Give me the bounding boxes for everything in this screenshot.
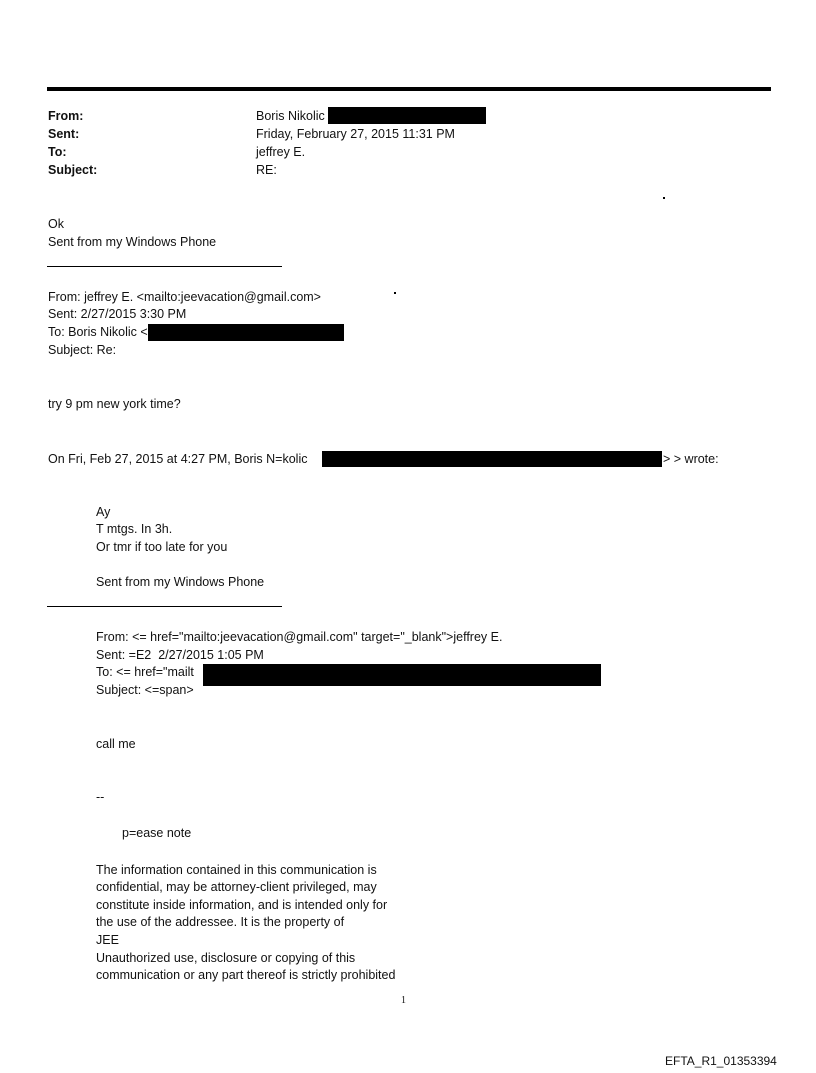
quote2-line-3: Or tmr if too late for you xyxy=(96,540,228,554)
disclaimer-line: constitute inside information, and is intended only for xyxy=(96,898,388,912)
quote1-body: try 9 pm new york time? xyxy=(48,397,181,411)
quote3-sent: Sent: =E2 2/27/2015 1:05 PM xyxy=(96,648,264,662)
quote1-from: From: jeffrey E. <mailto:jeevacation@gmail.com> xyxy=(48,290,321,304)
redaction-bar xyxy=(322,451,662,467)
disclaimer-line: JEE xyxy=(96,933,119,947)
quote1-sent: Sent: 2/27/2015 3:30 PM xyxy=(48,307,187,321)
quote2-line-4: Sent from my Windows Phone xyxy=(96,575,265,589)
disclaimer-line: Unauthorized use, disclosure or copying of this xyxy=(96,951,356,965)
redaction-bar xyxy=(148,324,344,341)
quote2-line-2: T mtgs. In 3h. xyxy=(96,522,173,536)
sent-value: Friday, February 27, 2015 11:31 PM xyxy=(256,127,455,141)
from-value: Boris Nikolic xyxy=(256,109,325,123)
quote3-to: To: <= href="mailt xyxy=(96,665,194,679)
disclaimer-line: The information contained in this communication is xyxy=(96,863,377,877)
quote3-body: call me xyxy=(96,737,136,751)
disclaimer-line: confidential, may be attorney-client privileged, may xyxy=(96,880,377,894)
quote3-subject: Subject: <=span> xyxy=(96,683,194,697)
redaction-bar xyxy=(203,664,601,686)
quote3-from: From: <= href="mailto:jeevacation@gmail.com" target="_blank">jeffrey E. xyxy=(96,630,503,644)
quote1-attribution-end: > > wrote: xyxy=(663,452,719,466)
subject-value: RE: xyxy=(256,163,277,177)
from-label: From: xyxy=(48,109,84,123)
bates-number: EFTA_R1_01353394 xyxy=(665,1054,777,1068)
quote2-line-1: Ay xyxy=(96,505,111,519)
header-rule xyxy=(47,87,771,91)
subject-label: Subject: xyxy=(48,163,98,177)
quote1-attribution-start: On Fri, Feb 27, 2015 at 4:27 PM, Boris N=kolic xyxy=(48,452,311,466)
reply-line-2: Sent from my Windows Phone xyxy=(48,235,217,249)
quote3-dashes: -- xyxy=(96,790,105,804)
separator-line xyxy=(47,266,282,267)
page-number: 1 xyxy=(401,995,406,1006)
to-label: To: xyxy=(48,145,67,159)
redaction-bar xyxy=(328,107,486,124)
to-value: jeffrey E. xyxy=(256,145,306,159)
sent-label: Sent: xyxy=(48,127,80,141)
disclaimer-line: the use of the addressee. It is the property of xyxy=(96,915,345,929)
separator-line xyxy=(47,606,282,607)
stray-mark xyxy=(394,292,396,294)
quote1-to: To: Boris Nikolic < xyxy=(48,325,148,339)
quote3-note: p=ease note xyxy=(122,826,192,840)
quote1-subject: Subject: Re: xyxy=(48,343,117,357)
reply-line-1: Ok xyxy=(48,217,64,231)
disclaimer-line: communication or any part thereof is strictly prohibited xyxy=(96,968,396,982)
stray-mark xyxy=(663,197,665,199)
